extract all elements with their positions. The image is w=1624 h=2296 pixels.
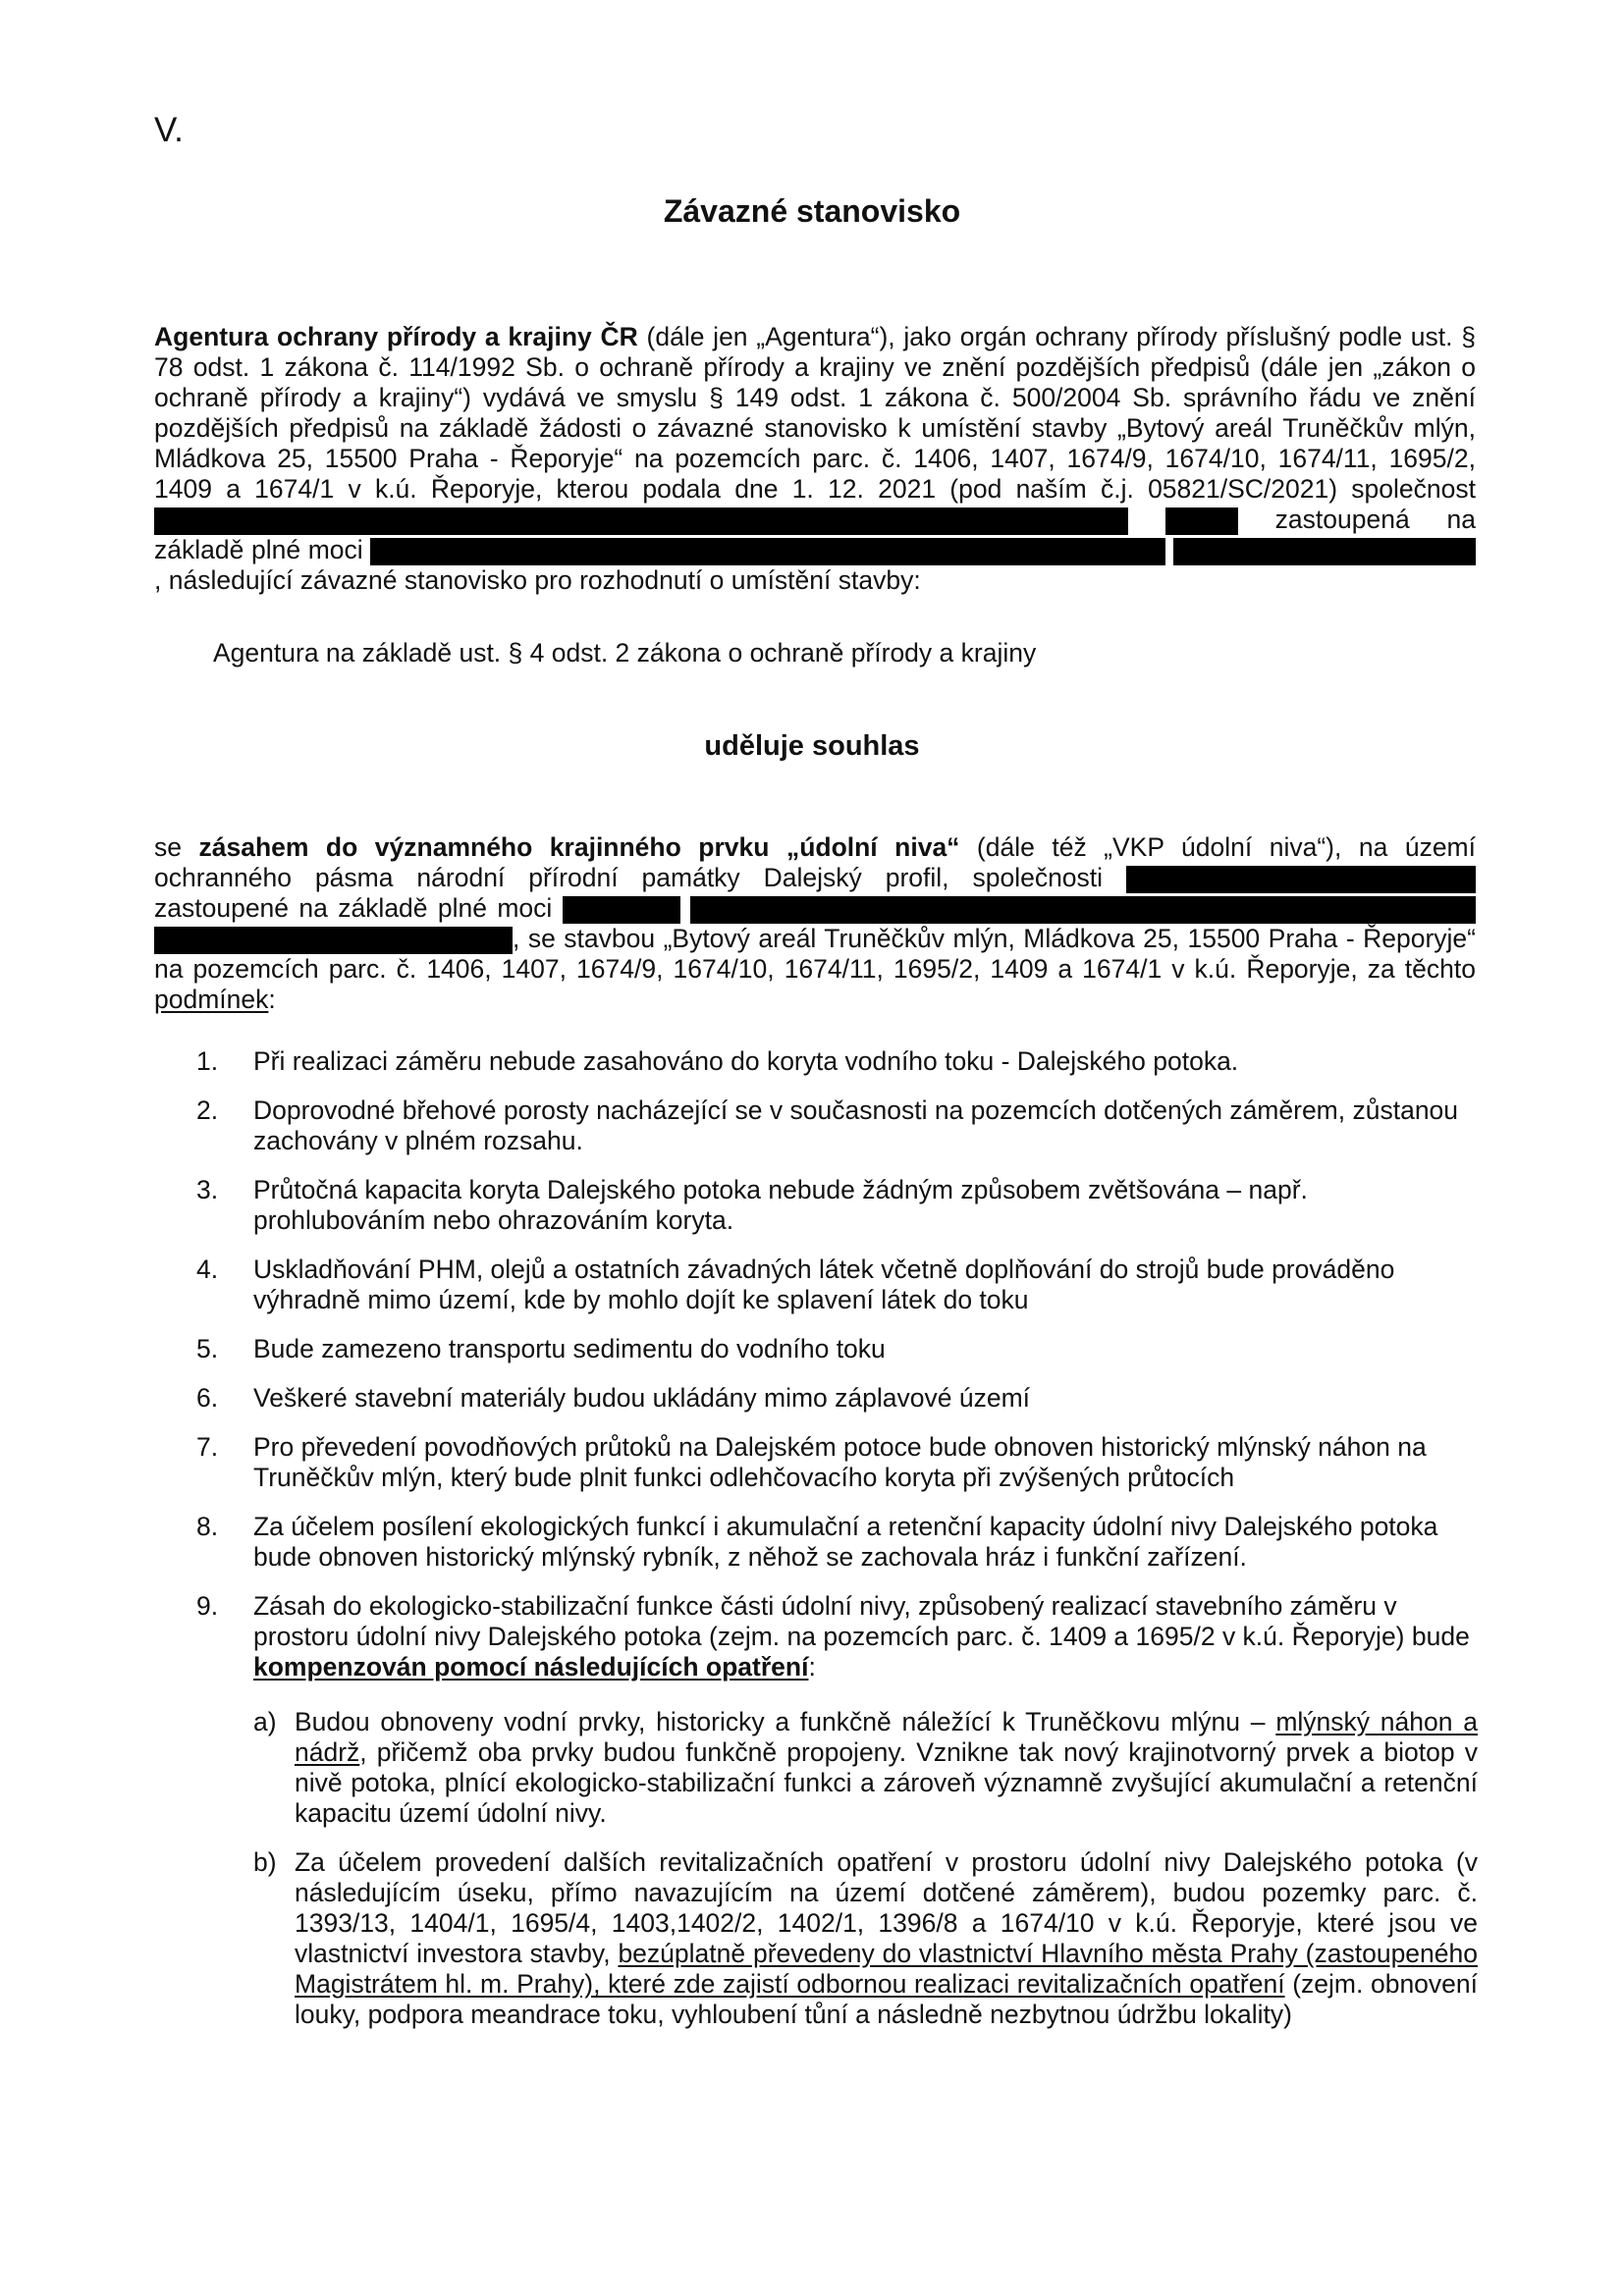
decision-heading: uděluje souhlas: [704, 730, 920, 762]
redaction-block: [563, 896, 680, 924]
condition-item: [196, 1175, 1478, 1236]
condition-number: 3.: [196, 1175, 219, 1204]
intro-paragraph: [154, 322, 1476, 596]
conditions-word: podmínek: [154, 985, 269, 1014]
condition-item: [196, 1591, 1478, 2030]
condition-text: Průtočná kapacita koryta Dalejského potoka nebude žádným způsobem zvětšována – např. prohlubováním nebo ohrazováním koryta.: [253, 1175, 1308, 1235]
redaction-block: [1173, 538, 1476, 565]
compensation-letter: b): [253, 1847, 277, 1877]
compensation-item: [253, 1847, 1478, 2030]
compensation-heading: kompenzován pomocí následujících opatření: [253, 1652, 809, 1682]
section-number: V.: [154, 111, 184, 149]
condition-number: 2.: [196, 1095, 219, 1125]
condition-text: Veškeré stavební materiály budou ukládány mimo záplavové území: [253, 1383, 1031, 1413]
consent-text-1: (dále též „VKP údolní niva“), na území ochranného pásma národní přírodní památky Dalejský profil, společnosti: [154, 832, 1476, 892]
consent-prefix: se: [154, 832, 199, 862]
condition-number: 5.: [196, 1334, 219, 1363]
redaction-block: [370, 538, 1165, 565]
agency-name: Agentura ochrany přírody a krajiny ČR: [154, 322, 638, 351]
compensation-list: [253, 1707, 1478, 2030]
condition-item: [196, 1046, 1478, 1077]
condition-number: 4.: [196, 1255, 219, 1284]
condition-text: Při realizaci záměru nebude zasahováno do koryta vodního toku - Dalejského potoka.: [253, 1046, 1239, 1076]
condition-text: Zásah do ekologicko-stabilizační funkce části údolní nivy, způsobený realizací stavebního záměru v prostoru údolní nivy Dalejského potoka (zejm. na pozemcích parc. č. 1409 a 1695/2 v k.ú. Řeporyje) bude: [253, 1591, 1470, 1651]
condition-colon: :: [808, 1652, 816, 1682]
condition-text: Bude zamezeno transportu sedimentu do vodního toku: [253, 1334, 886, 1363]
compensation-underlined: mlýnský náhon a nádrž: [295, 1707, 1478, 1767]
consent-text-3: , se stavbou „Bytový areál Truněčkův mlýn, Mládkova 25, 15500 Praha - Řeporyje“ na pozemcích parc. č. 1406, 1407, 1674/9, 1674/10, 1674/11, 1695/2, 1409 a 1674/1 v k.ú. Řeporyje, za těchto: [154, 924, 1476, 984]
condition-number: 1.: [196, 1046, 219, 1076]
page-title: Závazné stanovisko: [663, 193, 961, 229]
compensation-text: , přičemž oba prvky budou funkčně propojeny. Vznikne tak nový krajinotvorný prvek a biotop v nivě potoka, plnící ekologicko-stabilizační funkci a zároveň významně zvyšující akumulační a retenční kapacitu území údolní nivy.: [295, 1737, 1478, 1828]
condition-text: Za účelem posílení ekologických funkcí i akumulační a retenční kapacity údolní nivy Dalejského potoka bude obnoven historický mlýnský rybník, z něhož se zachovala hráz i funkční zařízení.: [253, 1512, 1438, 1572]
redaction-block: [154, 927, 513, 954]
conditions-list: [196, 1046, 1478, 2049]
condition-item: [196, 1334, 1478, 1364]
redaction-block: [690, 896, 1476, 924]
compensation-underlined: bezúplatně převedeny do vlastnictví Hlavního města Prahy (zastoupeného Magistrátem hl. m. Prahy), které zde zajistí odbornou realizaci revitalizačních opatření: [295, 1939, 1478, 1999]
condition-item: [196, 1095, 1478, 1156]
condition-number: 9.: [196, 1591, 219, 1621]
intro-text-1: (dále jen „Agentura“), jako orgán ochrany přírody příslušný podle ust. § 78 odst. 1 zákona č. 114/1992 Sb. o ochraně přírody a krajiny ve znění pozdějších předpisů (dále jen „zákon o ochraně přírody a krajiny“) vydává ve smyslu § 149 odst. 1 zákona č. 500/2004 Sb. správního řádu ve znění pozdějších předpisů na základě žádosti o závazné stanovisko k umístění stavby „Bytový areál Truněčkův mlýn, Mládkova 25, 15500 Praha - Řeporyje“ na pozemcích parc. č. 1406, 1407, 1674/9, 1674/10, 1674/11, 1695/2, 1409 a 1674/1 v k.ú. Řeporyje, kterou podala dne 1. 12. 2021 (pod naším č.j. 05821/SC/2021) společnost: [154, 322, 1476, 504]
condition-number: 6.: [196, 1383, 219, 1413]
compensation-text: Za účelem provedení dalších revitalizačních opatření v prostoru údolní nivy Dalejského potoka (v následujícím úseku, přímo navazujícím na území dotčené záměrem), budou pozemky parc. č. 1393/13, 1404/1, 1695/4, 1403,1402/2, 1402/1, 1396/8 a 1674/10 v k.ú. Řeporyje, které jsou ve vlastnictví investora stavby,: [295, 1847, 1478, 1968]
condition-text: Doprovodné břehové porosty nacházející se v současnosti na pozemcích dotčených záměrem, zůstanou zachovány v plném rozsahu.: [253, 1095, 1459, 1155]
condition-text: Pro převedení povodňových průtoků na Dalejském potoce bude obnoven historický mlýnský náhon na Truněčkův mlýn, který bude plnit funkci odlehčovacího koryta při zvýšených průtocích: [253, 1432, 1427, 1492]
consent-paragraph: [154, 832, 1476, 1015]
consent-colon: :: [268, 985, 276, 1014]
condition-item: [196, 1383, 1478, 1414]
consent-text-2: zastoupené na základě plné moci: [154, 893, 563, 923]
intro-text-3: , následující závazné stanovisko pro rozhodnutí o umístění stavby:: [154, 565, 921, 595]
consent-bold: zásahem do významného krajinného prvku „údolní niva“: [198, 832, 960, 862]
condition-item: [196, 1512, 1478, 1573]
compensation-item: [253, 1707, 1478, 1829]
condition-item: [196, 1255, 1478, 1315]
compensation-text: (zejm. obnovení louky, podpora meandrace toku, vyhloubení tůní a následně nezbytnou údržbu lokality): [295, 1969, 1479, 2029]
intro-text-2: zastoupená na základě plné moci: [154, 505, 1476, 564]
condition-text: Uskladňování PHM, olejů a ostatních závadných látek včetně doplňování do strojů bude prováděno výhradně mimo území, kde by mohlo dojít ke splavení látek do toku: [253, 1255, 1395, 1314]
condition-number: 7.: [196, 1432, 219, 1462]
condition-number: 8.: [196, 1512, 219, 1541]
redaction-block: [1165, 507, 1238, 535]
redaction-block: [1126, 866, 1476, 893]
compensation-text: Budou obnoveny vodní prvky, historicky a funkčně náležící k Truněčkovu mlýnu –: [295, 1707, 1276, 1736]
legal-basis: Agentura na základě ust. § 4 odst. 2 zákona o ochraně přírody a krajiny: [213, 638, 1037, 667]
condition-item: [196, 1432, 1478, 1493]
redaction-block: [154, 507, 1128, 535]
compensation-letter: a): [253, 1707, 277, 1736]
